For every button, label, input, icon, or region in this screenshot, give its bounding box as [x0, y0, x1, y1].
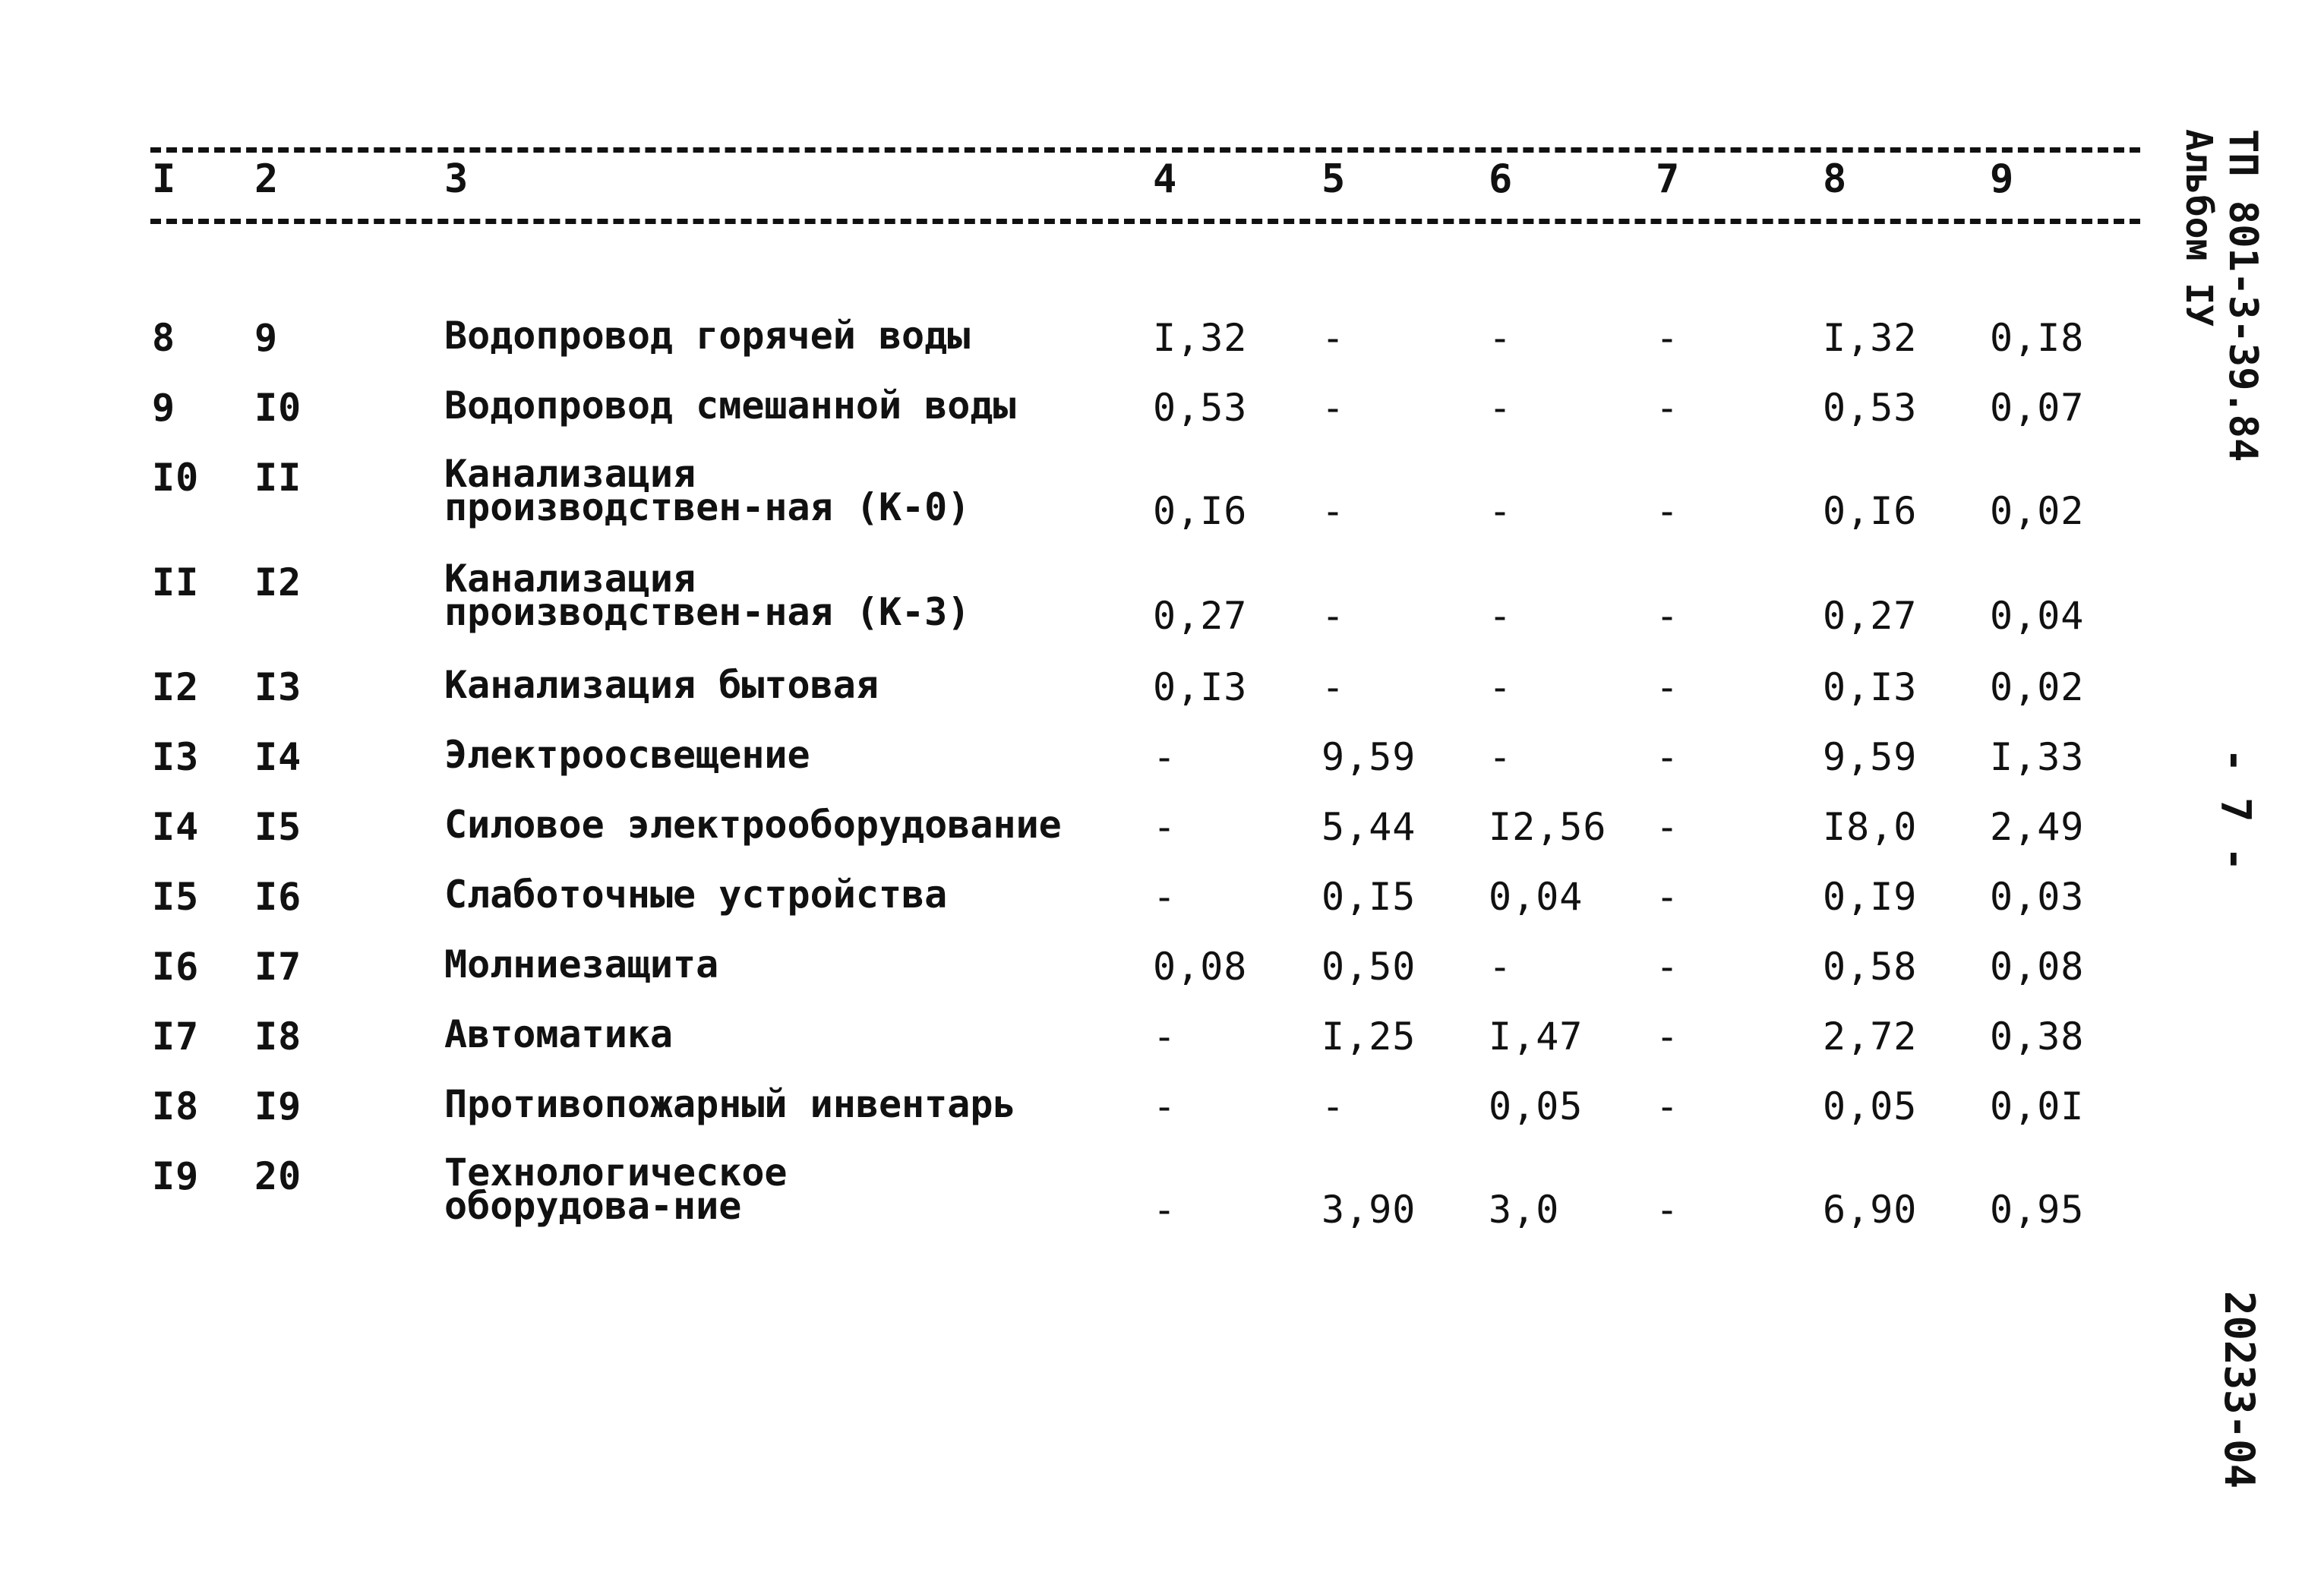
cell-c8: 9,59: [1823, 735, 1918, 779]
cell-c2: I9: [254, 1084, 302, 1128]
row-name: Технологическое оборудова-ние: [444, 1150, 788, 1228]
cell-c9: 0,07: [1990, 386, 2085, 430]
cell-c1: I0: [152, 456, 200, 500]
cell-c9: 0,38: [1990, 1015, 2085, 1059]
album-label: Альбом IУ: [2177, 129, 2220, 327]
cell-c6: 0,04: [1489, 875, 1584, 919]
cell-c1: I7: [152, 1015, 200, 1059]
cell-c4: -: [1153, 1015, 1177, 1059]
cell-c5: -: [1321, 594, 1346, 638]
header-col-8: 8: [1823, 156, 1847, 202]
cell-c2: I3: [254, 665, 302, 709]
row-name: Канализация бытовая: [444, 663, 879, 707]
cell-c6: -: [1489, 594, 1513, 638]
cell-c4: -: [1153, 735, 1177, 779]
row-name: Молниезащита: [444, 942, 719, 986]
row-name: Водопровод смешанной воды: [444, 383, 1016, 428]
row-name: Электроосвещение: [444, 733, 810, 777]
cell-c7: -: [1656, 1084, 1680, 1128]
row-name: Слаботочные устройства: [444, 873, 948, 917]
header-col-3: 3: [444, 156, 469, 202]
cell-c9: 0,02: [1990, 665, 2085, 709]
cell-c6: I,47: [1489, 1015, 1584, 1059]
row-name: Силовое электрооборудование: [444, 803, 1062, 847]
cell-c2: II: [254, 456, 302, 500]
cell-c6: -: [1489, 735, 1513, 779]
cell-c8: 0,I9: [1823, 875, 1918, 919]
cell-c1: 8: [152, 316, 176, 360]
cell-c6: I2,56: [1489, 805, 1607, 849]
header-col-5: 5: [1321, 156, 1346, 202]
cell-c4: 0,27: [1153, 594, 1248, 638]
cell-c2: I2: [254, 560, 302, 604]
cell-c8: 0,58: [1823, 945, 1918, 989]
cell-c7: -: [1656, 489, 1680, 533]
cell-c6: -: [1489, 945, 1513, 989]
header-col-9: 9: [1990, 156, 2014, 202]
cell-c9: 0,95: [1990, 1188, 2085, 1232]
cell-c4: -: [1153, 1084, 1177, 1128]
cell-c7: -: [1656, 735, 1680, 779]
cell-c2: I7: [254, 945, 302, 989]
cell-c5: -: [1321, 1084, 1346, 1128]
cell-c2: I8: [254, 1015, 302, 1059]
cell-c1: I3: [152, 735, 200, 779]
cell-c5: 0,50: [1321, 945, 1416, 989]
cell-c7: -: [1656, 316, 1680, 360]
cell-c1: 9: [152, 386, 176, 430]
header-bottom-rule: [150, 219, 2140, 224]
cell-c9: 0,08: [1990, 945, 2085, 989]
row-name: Канализация производствен-ная (К-3): [444, 557, 971, 634]
cell-c4: -: [1153, 875, 1177, 919]
cell-c4: I,32: [1153, 316, 1248, 360]
cell-c6: 3,0: [1489, 1188, 1560, 1232]
page-number: - 7 -: [2212, 748, 2259, 872]
cell-c8: 0,I3: [1823, 665, 1918, 709]
cell-c8: 0,53: [1823, 386, 1918, 430]
cell-c2: I6: [254, 875, 302, 919]
cell-c5: I,25: [1321, 1015, 1416, 1059]
cell-c6: 0,05: [1489, 1084, 1584, 1128]
cell-c8: 6,90: [1823, 1188, 1918, 1232]
cell-c7: -: [1656, 665, 1680, 709]
cell-c1: I4: [152, 805, 200, 849]
cell-c7: -: [1656, 875, 1680, 919]
header-col-4: 4: [1153, 156, 1177, 202]
cell-c5: 5,44: [1321, 805, 1416, 849]
cell-c7: -: [1656, 1188, 1680, 1232]
cell-c8: 2,72: [1823, 1015, 1918, 1059]
cell-c7: -: [1656, 594, 1680, 638]
cell-c9: 2,49: [1990, 805, 2085, 849]
cell-c6: -: [1489, 386, 1513, 430]
cell-c2: I5: [254, 805, 302, 849]
cell-c9: 0,I8: [1990, 316, 2085, 360]
cell-c1: I9: [152, 1154, 200, 1198]
cell-c1: II: [152, 560, 200, 604]
cell-c7: -: [1656, 386, 1680, 430]
cell-c1: I8: [152, 1084, 200, 1128]
cell-c4: -: [1153, 805, 1177, 849]
header-col-2: 2: [254, 156, 279, 202]
cell-c9: I,33: [1990, 735, 2085, 779]
cell-c5: 3,90: [1321, 1188, 1416, 1232]
cell-c6: -: [1489, 665, 1513, 709]
cell-c9: 0,02: [1990, 489, 2085, 533]
cell-c7: -: [1656, 945, 1680, 989]
cell-c1: I5: [152, 875, 200, 919]
header-col-6: 6: [1489, 156, 1513, 202]
cell-c2: 9: [254, 316, 279, 360]
cell-c9: 0,0I: [1990, 1084, 2085, 1128]
cell-c5: 0,I5: [1321, 875, 1416, 919]
cell-c9: 0,03: [1990, 875, 2085, 919]
cell-c5: -: [1321, 665, 1346, 709]
cell-c7: -: [1656, 1015, 1680, 1059]
cell-c8: 0,27: [1823, 594, 1918, 638]
cell-c1: I2: [152, 665, 200, 709]
cell-c9: 0,04: [1990, 594, 2085, 638]
cell-c2: 20: [254, 1154, 302, 1198]
cell-c4: 0,08: [1153, 945, 1248, 989]
cell-c6: -: [1489, 489, 1513, 533]
row-name: Водопровод горячей воды: [444, 314, 971, 358]
cell-c8: 0,05: [1823, 1084, 1918, 1128]
row-name: Противопожарный инвентарь: [444, 1082, 1016, 1126]
header-col-7: 7: [1656, 156, 1680, 202]
inventory-number: 20233-04: [2215, 1291, 2263, 1489]
header-col-1: I: [152, 156, 176, 202]
cell-c5: -: [1321, 316, 1346, 360]
cell-c5: 9,59: [1321, 735, 1416, 779]
cell-c5: -: [1321, 386, 1346, 430]
cell-c7: -: [1656, 805, 1680, 849]
cell-c1: I6: [152, 945, 200, 989]
cell-c2: I0: [254, 386, 302, 430]
cell-c8: I,32: [1823, 316, 1918, 360]
cell-c8: I8,0: [1823, 805, 1918, 849]
document-code: ТП 801-3-39.84: [2220, 129, 2266, 462]
cell-c6: -: [1489, 316, 1513, 360]
cell-c5: -: [1321, 489, 1346, 533]
cell-c4: 0,I6: [1153, 489, 1248, 533]
cell-c4: 0,I3: [1153, 665, 1248, 709]
row-name: Автоматика: [444, 1012, 674, 1056]
row-name: Канализация производствен-ная (К-0): [444, 452, 971, 529]
cell-c2: I4: [254, 735, 302, 779]
cell-c4: -: [1153, 1188, 1177, 1232]
cell-c4: 0,53: [1153, 386, 1248, 430]
header-top-rule: [150, 147, 2140, 153]
cell-c8: 0,I6: [1823, 489, 1918, 533]
